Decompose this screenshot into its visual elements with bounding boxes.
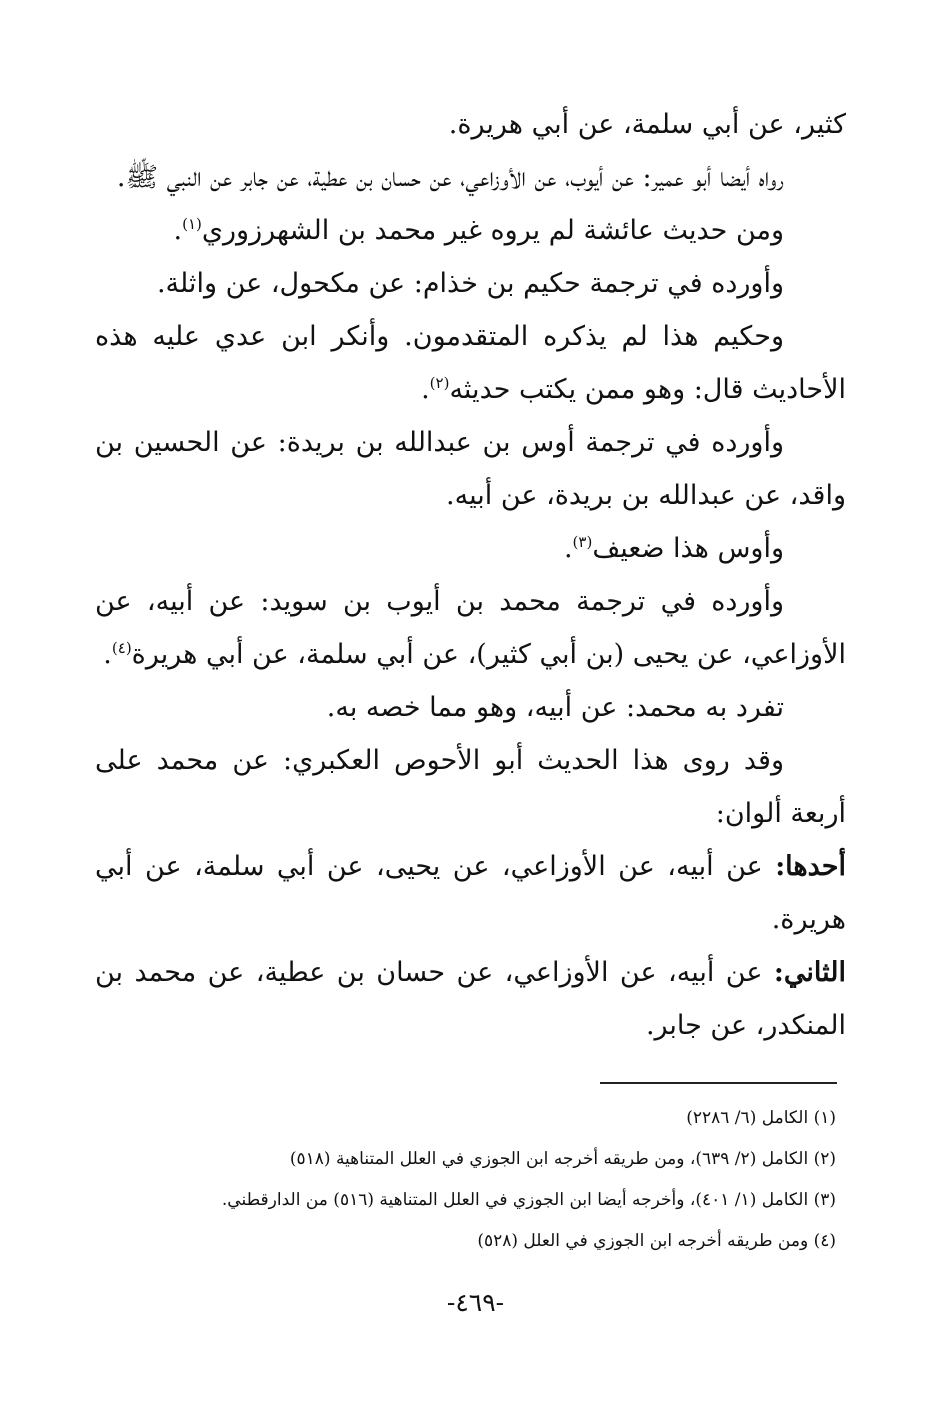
paragraph: وأورده في ترجمة أوس بن عبدالله بن بريدة: عن الحسين بن واقد، عن عبدالله بن بريدة، عن أبيه. [95, 427, 846, 511]
footnote-ref: (١) [182, 215, 202, 233]
footnote: (٤) ومن طريقه أخرجه ابن الجوزي في العلل (٥٢٨) [477, 1231, 836, 1251]
paragraph: وحكيم هذا لم يذكره المتقدمون. وأنكر ابن عدي عليه هذه الأحاديث قال: وهو ممن يكتب حديثه$^{(٢)}$. [95, 321, 846, 405]
paragraph: وقد روى هذا الحديث أبو الأحوص العكبري: عن محمد على أربعة ألوان: [95, 745, 846, 829]
list-label: أحدها: [775, 851, 846, 882]
paragraph: تفرد به محمد: عن أبيه، وهو مما خصه به. [326, 692, 784, 723]
paragraph: أحدها: عن أبيه، عن الأوزاعي، عن يحيى، عن أبي سلمة، عن أبي هريرة. [95, 851, 846, 935]
paragraph: وأورده في ترجمة حكيم بن خذام: عن مكحول، عن واثلة. [156, 268, 784, 299]
paragraph: وأوس هذا ضعيف$^{(٣)}$. [563, 533, 784, 564]
footnote-ref: (٣) [572, 533, 593, 551]
page-number: -٤٦٩- [446, 1288, 505, 1317]
footnote: (٢) الكامل (٢/ ٦٣٩)، ومن طريقه أخرجه ابن الجوزي في العلل المتناهية (٥١٨) [289, 1149, 836, 1169]
list-label: الثاني: [773, 957, 846, 988]
main-text [95, 98, 846, 1052]
paragraph: ومن حديث عائشة لم يروه غير محمد بن الشهرزوري$^{(١)}$. [173, 215, 784, 246]
paragraph: كثير، عن أبي سلمة، عن أبي هريرة. [448, 109, 846, 140]
footnote: (١) الكامل (٦/ ٢٢٨٦) [686, 1108, 836, 1128]
paragraph: الثاني: عن أبيه، عن الأوزاعي، عن حسان بن عطية، عن محمد بن المنكدر، عن جابر. [95, 957, 846, 1041]
footnotes [95, 1098, 836, 1262]
footnote: (٣) الكامل (١/ ٤٠١)، وأخرجه أيضا ابن الجوزي في العلل المتناهية (٥١٦) من الدارقطني. [221, 1190, 836, 1210]
footnote-ref: (٢) [429, 374, 450, 392]
paragraph: رواه أيضا أبو عمير: عن أيوب، عن الأوزاعي، عن حسان بن عطية، عن جابر عن النبي ﷺ. [116, 162, 784, 193]
paragraph: وأورده في ترجمة محمد بن أيوب بن سويد: عن أبيه، عن الأوزاعي، عن يحيى (بن أبي كثير)، عن أبي سلمة، عن أبي هريرة$^{(٤)}$. [95, 586, 846, 670]
footnote-ref: (٤) [111, 639, 132, 657]
footnote-divider [600, 1082, 837, 1084]
